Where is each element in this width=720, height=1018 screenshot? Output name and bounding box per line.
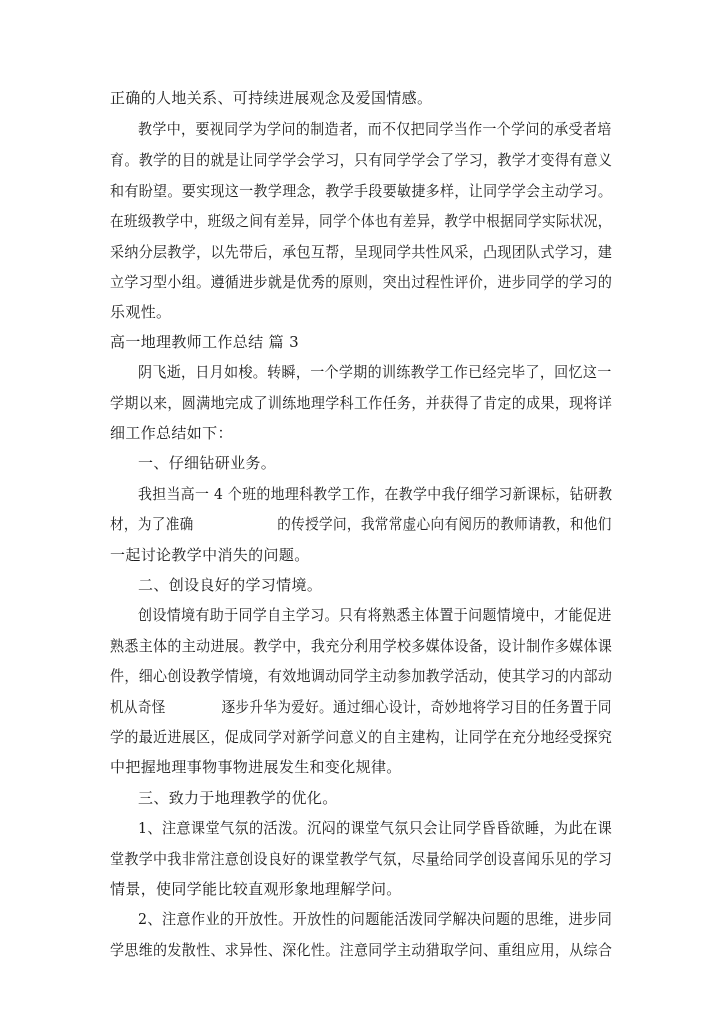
text-line: 1、注意课堂气氛的活泼。沉闷的课堂气氛只会让同学昏昏欲睡，为此在课 xyxy=(138,819,613,837)
text-line: 采纳分层教学，以先带后，承包互帮，呈现同学共性风采，凸现团队式学习，建 xyxy=(110,243,613,261)
text-line: 一起讨论教学中消失的问题。 xyxy=(110,546,310,564)
text-line: 中把握地理事物事物进展发生和变化规律。 xyxy=(110,758,402,776)
text-line: 和有盼望。要实现这一教学理念，教学手段要敏捷多样，让同学学会主动学习。 xyxy=(110,182,613,200)
text-line: 在班级教学中，班级之间有差异，同学个体也有差异，教学中根据同学实际状况， xyxy=(110,212,612,230)
subheading: 一、仔细钻研业务。 xyxy=(138,454,277,472)
subheading: 二、创设良好的学习情境。 xyxy=(138,576,323,594)
text-line: 堂教学中我非常注意创设良好的课堂教学气氛，尽量给同学创设喜闻乐见的学习 xyxy=(110,850,613,868)
text-line: 创设情境有助于同学自主学习。只有将熟悉主体置于问题情境中，才能促进 xyxy=(138,606,612,624)
text-line: 细工作总结如下： xyxy=(110,424,233,442)
section-heading: 高一地理教师工作总结 篇 3 xyxy=(110,333,299,351)
text-line: 机从奇怪 逐步升华为爱好。通过细心设计，奇妙地将学习目的任务置于同 xyxy=(110,698,612,716)
text-line: 正确的人地关系、可持续进展观念及爱国情感。 xyxy=(110,89,433,107)
subheading: 三、致力于地理教学的优化。 xyxy=(138,789,338,807)
text-line: 乐观性。 xyxy=(110,303,172,321)
text-line: 学的最近进展区，促成同学对新学问意义的自主建构，让同学在充分地经受探究 xyxy=(110,728,613,746)
text-line: 立学习型小组。遵循进步就是优秀的原则，突出过程性评价，进步同学的学习的 xyxy=(110,273,613,291)
text-line: 熟悉主体的主动进展。教学中，我充分利用学校多媒体设备，设计制作多媒体课 xyxy=(110,637,613,655)
text-line: 材，为了准确 的传授学问，我常常虚心向有阅历的教师请教，和他们 xyxy=(110,515,612,533)
text-line: 教学中，要视同学为学问的制造者，而不仅把同学当作一个学问的承受者培 xyxy=(138,120,612,138)
text-line: 2、注意作业的开放性。开放性的问题能活泼同学解决问题的思维，进步同 xyxy=(138,910,613,928)
text-line: 学思维的发散性、求异性、深化性。注意同学主动猎取学问、重组应用，从综合 xyxy=(110,941,613,959)
text-line: 阴飞逝，日月如梭。转瞬，一个学期的训练教学工作已经完毕了，回忆这一 xyxy=(138,363,612,381)
text-line: 件，细心创设教学情境，有效地调动同学主动参加教学活动，使其学习的内部动 xyxy=(110,667,613,685)
text-line: 育。教学的目的就是让同学学会学习，只有同学学会了学习，教学才变得有意义 xyxy=(110,151,613,169)
text-line: 情景，使同学能比较直观形象地理解学问。 xyxy=(110,880,402,898)
text-line: 学期以来，圆满地完成了训练地理学科工作任务，并获得了肯定的成果，现将详 xyxy=(110,394,613,412)
text-line: 我担当高一 4 个班的地理科教学工作，在教学中我仔细学习新课标，钻研教 xyxy=(138,485,613,503)
